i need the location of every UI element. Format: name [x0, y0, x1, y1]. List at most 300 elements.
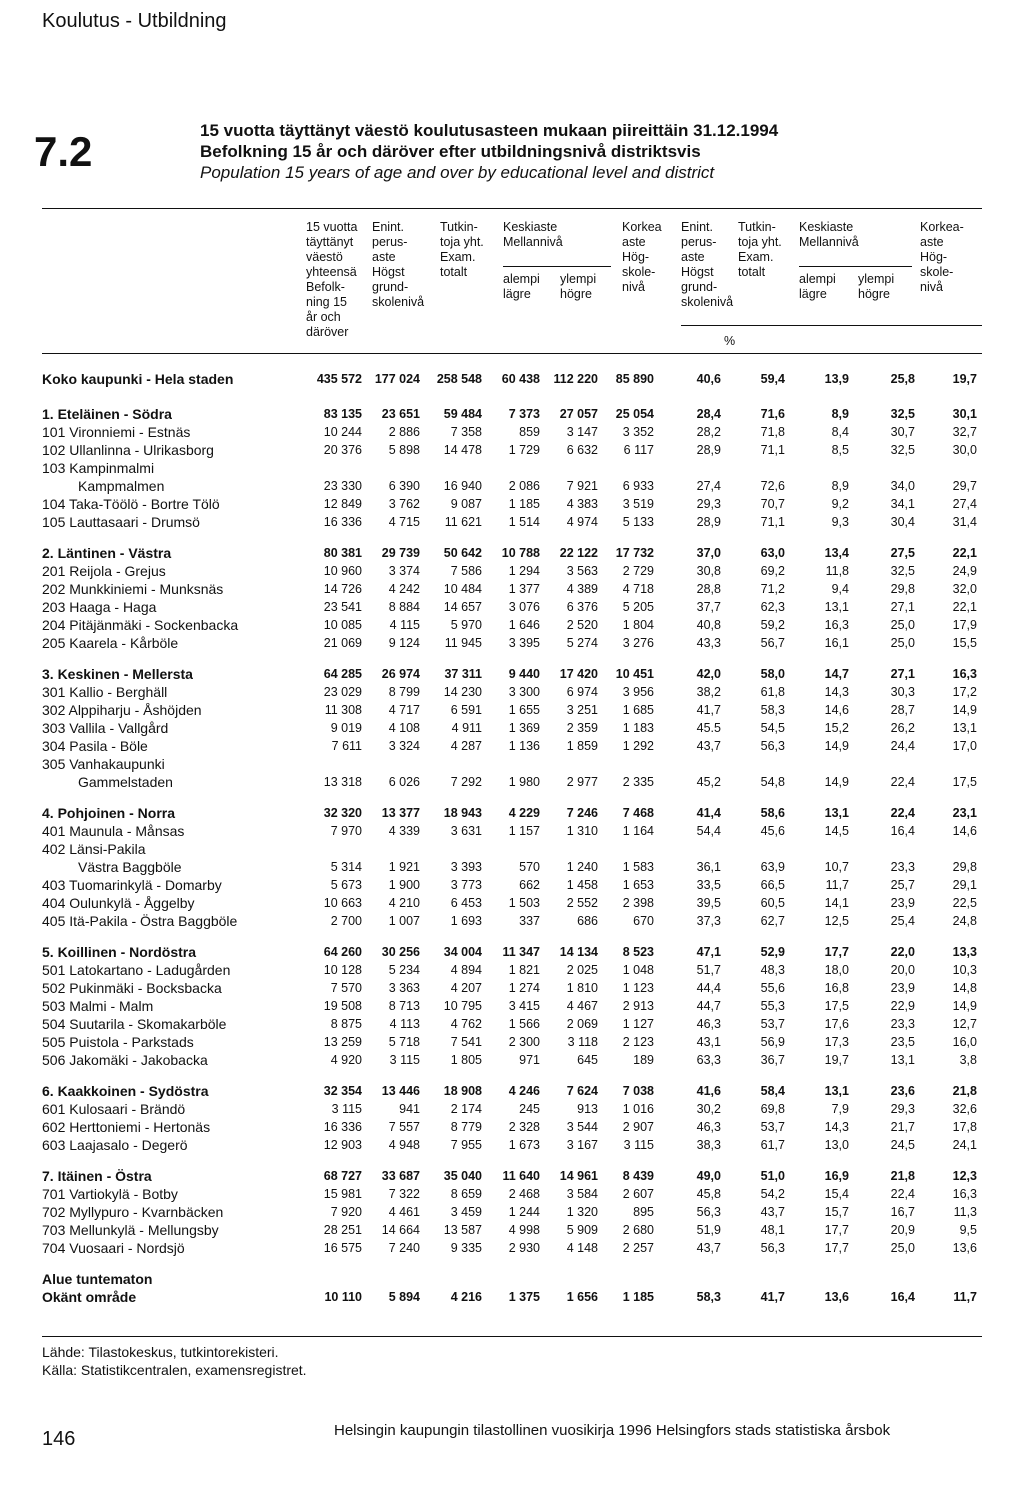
cell: 22,1 [952, 600, 977, 614]
cell: 41,7 [696, 703, 721, 717]
cell: 1 810 [566, 981, 598, 995]
table-row [42, 1185, 982, 1203]
cell: 5 894 [388, 1290, 420, 1304]
cell: 56,3 [760, 1241, 785, 1255]
table-row [42, 1100, 982, 1118]
cell: 52,9 [760, 945, 785, 959]
row-name: 304 Pasila - Böle [42, 738, 148, 754]
cell: 9,3 [831, 515, 849, 529]
cell: 16,4 [890, 824, 915, 838]
cell: 60 438 [501, 372, 540, 386]
cell: 7,9 [831, 1102, 849, 1116]
source-finnish: Lähde: Tilastokeskus, tutkintorekisteri. [42, 1344, 279, 1360]
cell: 54,8 [760, 775, 785, 789]
cell: 58,3 [760, 703, 785, 717]
header-middle: Keskiaste Mellannivå [503, 220, 563, 249]
cell: 22,4 [890, 775, 915, 789]
cell: 31,4 [952, 515, 977, 529]
cell: 23,1 [952, 806, 977, 820]
cell: 686 [577, 914, 598, 928]
cell: 26,2 [890, 721, 915, 735]
cell: 23 330 [323, 479, 362, 493]
cell: 16 336 [323, 1120, 362, 1134]
cell: 4 148 [566, 1241, 598, 1255]
cell: 5 970 [450, 618, 482, 632]
cell: 13 446 [381, 1084, 420, 1098]
cell: 51,7 [696, 963, 721, 977]
cell: 45.5 [696, 721, 721, 735]
cell: 15,4 [824, 1187, 849, 1201]
cell: 14,3 [824, 1120, 849, 1134]
data-table [42, 370, 982, 1306]
cell: 5 314 [330, 860, 362, 874]
cell: 53,7 [760, 1120, 785, 1134]
table-row [42, 562, 982, 580]
cell: 7 586 [450, 564, 482, 578]
cell: 10 960 [323, 564, 362, 578]
cell: 3 395 [508, 636, 540, 650]
cell: 971 [519, 1053, 540, 1067]
cell: 6 632 [566, 443, 598, 457]
cell: 32 354 [323, 1084, 362, 1098]
cell: 3 324 [388, 739, 420, 753]
cell: 16,3 [824, 618, 849, 632]
cell: 3 115 [331, 1102, 362, 1116]
cell: 29 739 [381, 546, 420, 560]
cell: 30,8 [696, 564, 721, 578]
cell: 16,9 [824, 1169, 849, 1183]
cell: 4 461 [388, 1205, 420, 1219]
cell: 33,5 [696, 878, 721, 892]
cell: 11 347 [502, 945, 540, 959]
cell: 11,7 [825, 878, 849, 892]
cell: 16,7 [890, 1205, 915, 1219]
header-degrees-pct: Tutkin- toja yht. Exam. totalt [738, 220, 782, 279]
cell: 15,2 [824, 721, 849, 735]
table-row [42, 894, 982, 912]
cell: 30,1 [952, 407, 977, 421]
cell: 1 583 [622, 860, 654, 874]
cell: 19 508 [323, 999, 362, 1013]
cell: 70,7 [760, 497, 785, 511]
cell: 8,9 [831, 479, 849, 493]
cell: 1 183 [622, 721, 654, 735]
cell: 22,4 [890, 1187, 915, 1201]
cell: 22,4 [890, 806, 915, 820]
row-name: 6. Kaakkoinen - Sydöstra [42, 1083, 209, 1099]
cell: 4 113 [389, 1017, 420, 1031]
cell: 3 519 [622, 497, 654, 511]
cell: 36,7 [760, 1053, 785, 1067]
cell: 4 210 [388, 896, 420, 910]
district-groups [42, 405, 982, 1257]
table-row [42, 1203, 982, 1221]
table-row [42, 997, 982, 1015]
cell: 20,9 [890, 1223, 915, 1237]
cell: 13,1 [952, 721, 977, 735]
cell: 17,0 [952, 739, 977, 753]
cell: 13,0 [824, 1138, 849, 1152]
table-row [42, 513, 982, 531]
cell: 19,7 [952, 372, 977, 386]
cell: 13,4 [824, 546, 849, 560]
table-row-unknown [42, 1288, 982, 1306]
cell: 1 320 [566, 1205, 598, 1219]
cell: 55,3 [760, 999, 785, 1013]
row-name: Gammelstaden [78, 774, 173, 790]
cell: 6 933 [622, 479, 654, 493]
table-row-group [42, 544, 982, 562]
cell: 13 377 [381, 806, 420, 820]
cell: 1 655 [508, 703, 540, 717]
cell: 6 117 [623, 443, 654, 457]
cell: 17,6 [824, 1017, 849, 1031]
cell: 7 970 [330, 824, 362, 838]
cell: 16,3 [952, 1187, 977, 1201]
cell: 14 230 [443, 685, 482, 699]
row-name: 703 Mellunkylä - Mellungsby [42, 1222, 219, 1238]
cell: 1 294 [508, 564, 540, 578]
cell: 1 821 [508, 963, 540, 977]
cell: 8 875 [330, 1017, 362, 1031]
cell: 3 352 [622, 425, 654, 439]
cell: 189 [633, 1053, 654, 1067]
cell: 7 038 [622, 1084, 654, 1098]
cell: 11 308 [324, 703, 362, 717]
cell: 4 718 [622, 582, 654, 596]
cell: 3 167 [566, 1138, 598, 1152]
cell: 16,0 [952, 1035, 977, 1049]
cell: 25 054 [615, 407, 654, 421]
row-name: 303 Vallila - Vallgård [42, 720, 169, 736]
cell: 43,7 [760, 1205, 785, 1219]
cell: 17,8 [952, 1120, 977, 1134]
table-row [42, 1033, 982, 1051]
cell: 1 244 [508, 1205, 540, 1219]
cell: 4 715 [388, 515, 420, 529]
cell: 4 948 [388, 1138, 420, 1152]
table-row [42, 737, 982, 755]
cell: 80 381 [323, 546, 362, 560]
cell: 28,8 [696, 582, 721, 596]
cell: 2 174 [450, 1102, 482, 1116]
cell: 3 584 [566, 1187, 598, 1201]
cell: 36,1 [696, 860, 721, 874]
cell: 2 069 [566, 1017, 598, 1031]
cell: 895 [633, 1205, 654, 1219]
cell: 37,0 [696, 546, 721, 560]
cell: 2 123 [622, 1035, 654, 1049]
cell: 25,7 [890, 878, 915, 892]
cell: 22,9 [890, 999, 915, 1013]
cell: 58,3 [696, 1290, 721, 1304]
cell: 2 257 [622, 1241, 654, 1255]
cell: 17,3 [824, 1035, 849, 1049]
cell: 13 587 [443, 1223, 482, 1237]
cell: 1 164 [622, 824, 654, 838]
cell: 2 086 [508, 479, 540, 493]
page-number: 146 [42, 1428, 76, 1450]
cell: 23,9 [890, 981, 915, 995]
cell: 2 700 [330, 914, 362, 928]
section-header: Koulutus - Utbildning [42, 10, 227, 32]
cell: 13,1 [824, 600, 849, 614]
cell: 14,7 [824, 667, 849, 681]
cell: 7 240 [388, 1241, 420, 1255]
cell: 1 805 [450, 1053, 482, 1067]
cell: 55,6 [760, 981, 785, 995]
cell: 859 [519, 425, 540, 439]
cell: 7 955 [450, 1138, 482, 1152]
cell: 9 019 [330, 721, 362, 735]
cell: 112 220 [553, 372, 598, 386]
cell: 23,9 [890, 896, 915, 910]
cell: 30,0 [952, 443, 977, 457]
table-row [42, 822, 982, 840]
table-row [42, 773, 982, 791]
row-name: 505 Puistola - Parkstads [42, 1034, 194, 1050]
cell: 4 717 [388, 703, 420, 717]
cell: 913 [577, 1102, 598, 1116]
cell: 27,4 [952, 497, 977, 511]
cell: 37,7 [696, 600, 721, 614]
row-name: 104 Taka-Töölö - Bortre Tölö [42, 496, 220, 512]
cell: 1 646 [508, 618, 540, 632]
cell: 32,6 [952, 1102, 977, 1116]
row-name: 502 Pukinmäki - Bocksbacka [42, 980, 222, 996]
header-degrees: Tutkin- toja yht. Exam. totalt [440, 220, 484, 279]
cell: 23,5 [890, 1035, 915, 1049]
table-row [42, 1136, 982, 1154]
cell: 5 234 [388, 963, 420, 977]
header-upper: ylempi högre [560, 272, 597, 301]
cell: 7 624 [566, 1084, 598, 1098]
cell: 1 375 [508, 1290, 540, 1304]
cell: 1 804 [622, 618, 654, 632]
cell: 7 570 [330, 981, 362, 995]
cell: 3 544 [566, 1120, 598, 1134]
cell: 56,3 [696, 1205, 721, 1219]
cell: 21,7 [890, 1120, 915, 1134]
cell: 54,4 [696, 824, 721, 838]
cell: 662 [519, 878, 540, 892]
cell: 14,9 [824, 775, 849, 789]
cell: 3 631 [450, 824, 482, 838]
cell: 23,3 [890, 1017, 915, 1031]
cell: 12,3 [952, 1169, 977, 1183]
cell: 3 563 [566, 564, 598, 578]
cell: 3 300 [508, 685, 540, 699]
cell: 69,2 [760, 564, 785, 578]
cell: 6 974 [566, 685, 598, 699]
cell: 337 [519, 914, 540, 928]
cell: 27,5 [890, 546, 915, 560]
cell: 10,7 [824, 860, 849, 874]
cell: 7 541 [450, 1035, 482, 1049]
cell: 14,3 [824, 685, 849, 699]
cell: 12,5 [824, 914, 849, 928]
cell: 62,3 [760, 600, 785, 614]
table-title [200, 120, 778, 184]
cell: 24,4 [890, 739, 915, 753]
cell: 3 393 [450, 860, 482, 874]
row-name: 201 Reijola - Grejus [42, 563, 166, 579]
cell: 14 134 [559, 945, 598, 959]
cell: 8 779 [450, 1120, 482, 1134]
row-name: 403 Tuomarinkylä - Domarby [42, 877, 222, 893]
cell: 4 229 [508, 806, 540, 820]
cell: 15 981 [323, 1187, 362, 1201]
cell: 7 373 [508, 407, 540, 421]
cell: 10 484 [443, 582, 482, 596]
cell: 1 369 [508, 721, 540, 735]
cell: 41,7 [760, 1290, 785, 1304]
table-row-unknown-label [42, 1270, 982, 1288]
cell: 32,7 [952, 425, 977, 439]
cell: 3 773 [450, 878, 482, 892]
row-name: Västra Baggböle [78, 859, 182, 875]
cell: 1 980 [508, 775, 540, 789]
cell: 3 115 [623, 1138, 654, 1152]
cell: 670 [633, 914, 654, 928]
cell: 2 913 [622, 999, 654, 1013]
cell: 7 921 [566, 479, 598, 493]
cell: 1 656 [566, 1290, 598, 1304]
cell: 44,7 [696, 999, 721, 1013]
cell: 15,7 [824, 1205, 849, 1219]
cell: 11 945 [444, 636, 482, 650]
cell: 48,1 [760, 1223, 785, 1237]
cell: 1 007 [388, 914, 420, 928]
cell: 14,1 [824, 896, 849, 910]
cell: 17,5 [824, 999, 849, 1013]
cell: 11,3 [953, 1205, 977, 1219]
cell: 37,3 [696, 914, 721, 928]
cell: 2 930 [508, 1241, 540, 1255]
row-name: 204 Pitäjänmäki - Sockenbacka [42, 617, 239, 633]
cell: 60,5 [760, 896, 785, 910]
cell: 1 016 [622, 1102, 654, 1116]
cell: 11,8 [825, 564, 849, 578]
cell: 645 [577, 1053, 598, 1067]
row-name-2: Okänt område [42, 1289, 137, 1305]
header-middle-pct: Keskiaste Mellannivå [799, 220, 859, 249]
cell: 58,0 [760, 667, 785, 681]
cell: 28 251 [323, 1223, 362, 1237]
cell: 56,3 [760, 739, 785, 753]
cell: 23 541 [323, 600, 362, 614]
cell: 1 900 [388, 878, 420, 892]
cell: 32,0 [952, 582, 977, 596]
table-row [42, 477, 982, 495]
cell: 13,6 [952, 1241, 977, 1255]
table-row [42, 961, 982, 979]
cell: 85 890 [615, 372, 654, 386]
cell: 4 974 [566, 515, 598, 529]
cell: 22,5 [952, 896, 977, 910]
cell: 1 377 [508, 582, 540, 596]
cell: 28,4 [696, 407, 721, 421]
cell: 4 246 [508, 1084, 540, 1098]
cell: 3 115 [389, 1053, 420, 1067]
cell: 22,1 [952, 546, 977, 560]
cell: 7 611 [331, 739, 362, 753]
cell: 59 484 [443, 407, 482, 421]
cell: 72,6 [760, 479, 785, 493]
cell: 14 657 [443, 600, 482, 614]
cell: 71,6 [760, 407, 785, 421]
table-row [42, 441, 982, 459]
cell: 29,1 [952, 878, 977, 892]
cell: 27,4 [696, 479, 721, 493]
cell: 24,1 [952, 1138, 977, 1152]
row-name: 405 Itä-Pakila - Östra Baggböle [42, 913, 238, 929]
cell: 13,1 [890, 1053, 915, 1067]
cell: 46,3 [696, 1017, 721, 1031]
cell: 5 205 [622, 600, 654, 614]
cell: 16,8 [824, 981, 849, 995]
cell: 45,2 [696, 775, 721, 789]
table-row-group [42, 1167, 982, 1185]
row-name: 603 Laajasalo - Degerö [42, 1137, 188, 1153]
cell: 64 285 [323, 667, 362, 681]
cell: 17,7 [824, 945, 849, 959]
cell: 41,6 [696, 1084, 721, 1098]
cell: 1 693 [450, 914, 482, 928]
header-higher-pct: Korkea- aste Hög- skole- nivå [920, 220, 964, 294]
cell: 9 440 [508, 667, 540, 681]
cell: 63,0 [760, 546, 785, 560]
cell: 4 287 [450, 739, 482, 753]
header-lower-pct: alempi lägre [799, 272, 836, 301]
cell: 7 322 [388, 1187, 420, 1201]
cell: 570 [519, 860, 540, 874]
table-row [42, 912, 982, 930]
cell: 3,8 [959, 1053, 977, 1067]
cell: 32,5 [890, 443, 915, 457]
cell: 2 025 [566, 963, 598, 977]
cell: 2 607 [622, 1187, 654, 1201]
cell: 71,1 [760, 443, 785, 457]
cell: 58,4 [760, 1084, 785, 1098]
row-name: 202 Munkkiniemi - Munksnäs [42, 581, 224, 597]
cell: 4 894 [450, 963, 482, 977]
cell: 29,8 [952, 860, 977, 874]
cell: 3 276 [622, 636, 654, 650]
cell: 18 908 [443, 1084, 482, 1098]
cell: 7 358 [450, 425, 482, 439]
cell: 13,1 [824, 1084, 849, 1098]
table-row [42, 1221, 982, 1239]
cell: 66,5 [760, 878, 785, 892]
cell: 9 087 [450, 497, 482, 511]
cell: 5 909 [566, 1223, 598, 1237]
cell: 14,8 [952, 981, 977, 995]
bottom-rule [42, 1336, 982, 1337]
header-higher: Korkea aste Hög- skole- nivå [622, 220, 662, 294]
table-number: 7.2 [34, 128, 93, 175]
cell: 1 458 [566, 878, 598, 892]
cell: 5 673 [330, 878, 362, 892]
cell: 3 118 [567, 1035, 598, 1049]
cell: 34 004 [443, 945, 482, 959]
cell: 10 451 [615, 667, 654, 681]
cell: 20 376 [323, 443, 362, 457]
row-name: 504 Suutarila - Skomakarböle [42, 1016, 227, 1032]
cell: 63,3 [696, 1053, 721, 1067]
cell: 30,4 [890, 515, 915, 529]
cell: 177 024 [374, 372, 420, 386]
